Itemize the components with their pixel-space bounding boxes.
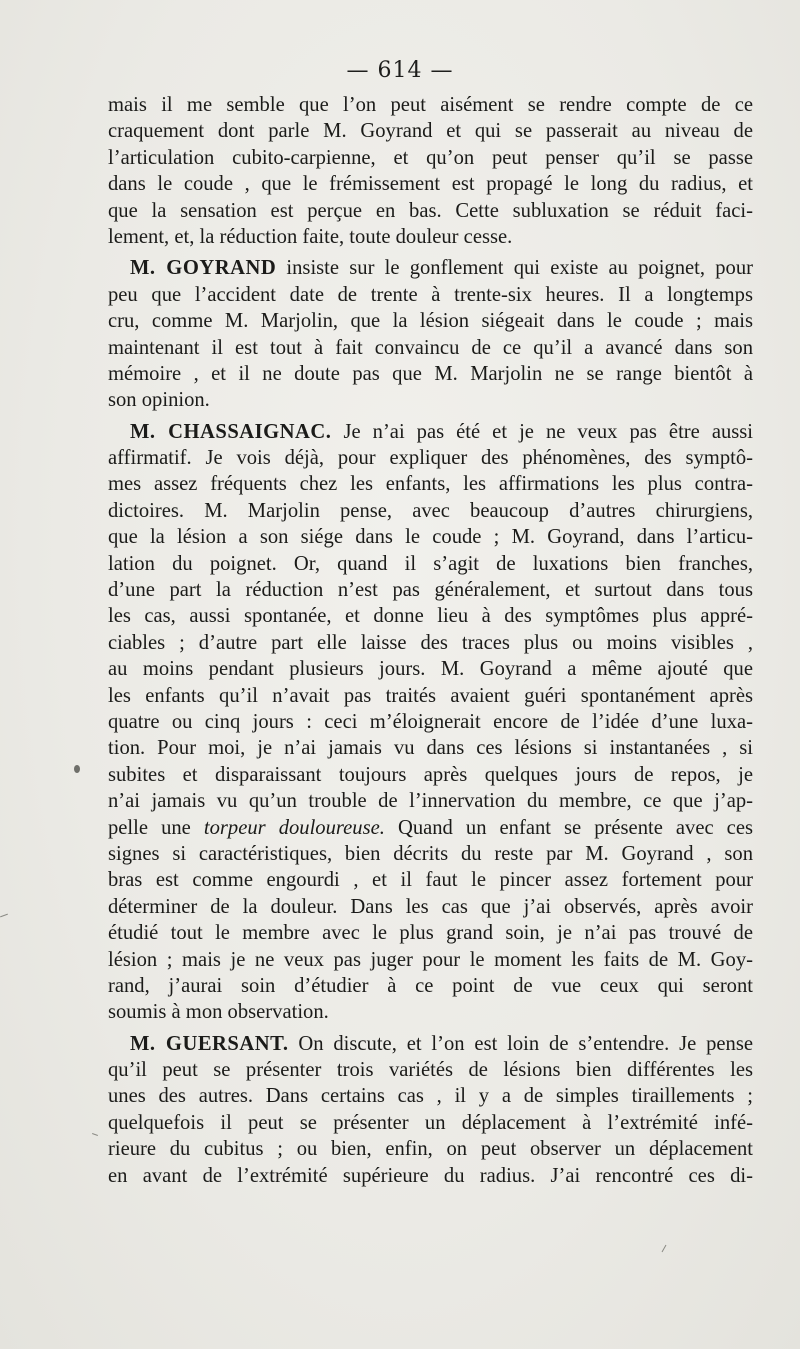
text-line: soumis à mon observation. — [108, 1001, 329, 1024]
text-line: signes si caractéristiques, bien décrits du reste par M. Goyrand , son — [108, 842, 753, 865]
text-line: d’une part la réduction n’est pas généralement, et surtout dans tous — [108, 579, 753, 602]
text-line: lement, et, la réduction faite, toute douleur cesse. — [108, 225, 513, 248]
text-line: unes des autres. Dans certains cas , il y a de simples tiraillements ; — [108, 1085, 753, 1108]
paragraph-goyrand — [108, 255, 753, 413]
paragraph-continuation — [108, 92, 753, 250]
text-line: étudié tout le membre avec le plus grand soin, je n’ai pas trouvé de — [108, 922, 753, 945]
text-line: mes assez fréquents chez les enfants, les affirmations les plus contra- — [108, 473, 753, 496]
text-line: mémoire , et il ne doute pas que M. Marjolin ne se range bientôt à — [108, 362, 753, 385]
text-line: maintenant il est tout à fait convaincu de ce qu’il a avancé dans son — [108, 336, 753, 359]
paragraph-guersant — [108, 1031, 753, 1189]
text-line: mais il me semble que l’on peut aisément se rendre compte de ce — [108, 94, 753, 116]
text-line — [108, 1031, 753, 1057]
text-line: quelquefois il peut se présenter un déplacement à l’extrémité infé- — [108, 1111, 753, 1134]
text-line: bras est comme engourdi , et il faut le pincer assez fortement pour — [108, 869, 753, 892]
text-span: Je n’ai pas été et je ne veux pas être aussi — [331, 420, 754, 443]
speaker-name: M. GOYRAND — [130, 257, 277, 280]
text-line: que la lésion a son siége dans le coude ; M. Goyrand, dans l’articu- — [108, 526, 753, 549]
text-line: les enfants qu’il n’avait pas traités avaient guéri spontanément après — [108, 684, 753, 707]
text-line: rieure du cubitus ; ou bien, enfin, on peut observer un déplacement — [108, 1138, 753, 1161]
text-line: quatre ou cinq jours : ceci m’éloignerait encore de l’idée d’une luxa- — [108, 710, 753, 733]
text-span: Quand un enfant se présente avec ces — [384, 816, 753, 839]
text-line: son opinion. — [108, 389, 210, 412]
text-line: au moins pendant plusieurs jours. M. Goyrand a même ajouté que — [108, 658, 753, 681]
text-line: l’articulation cubito-carpienne, et qu’on peut penser qu’il se passe — [108, 146, 753, 169]
text-line: tion. Pour moi, je n’ai jamais vu dans ces lésions si instantanées , si — [108, 737, 753, 760]
scan-mark — [0, 914, 8, 918]
text-line: n’ai jamais vu qu’un trouble de l’innervation du membre, ce que j’ap- — [108, 790, 753, 813]
paragraph-chassaignac — [108, 419, 753, 1026]
text-line: lésion ; mais je ne veux pas juger pour le moment les faits de M. Goy- — [108, 948, 753, 971]
text-line: rand, j’aurai soin d’étudier à ce point de vue ceux qui seront — [108, 974, 753, 997]
text-line: en avant de l’extrémité supérieure du radius. J’ai rencontré ces di- — [108, 1164, 753, 1187]
text-line: peu que l’accident date de trente à trente-six heures. Il a longtemps — [108, 283, 753, 306]
text-line: qu’il peut se présenter trois variétés de lésions bien différentes les — [108, 1059, 753, 1082]
text-line: ciables ; d’autre part elle laisse des traces plus ou moins visibles , — [108, 631, 753, 654]
text-line: dans le coude , que le frémissement est propagé le long du radius, et — [108, 173, 753, 196]
text-line: subites et disparaissant toujours après quelques jours de repos, je — [108, 763, 753, 786]
scan-mark — [92, 1133, 98, 1136]
text-span: insiste sur le gonflement qui existe au poignet, pour — [276, 257, 753, 280]
page-number: — 614 — — [346, 58, 454, 83]
text-line — [108, 255, 753, 281]
text-line: déterminer de la douleur. Dans les cas que j’ai observés, après avoir — [108, 895, 753, 918]
italic-phrase: torpeur douloureuse. — [203, 816, 385, 839]
text-line — [108, 815, 753, 841]
scan-mark — [662, 1245, 667, 1252]
text-span: On discute, et l’on est loin de s’entendre. Je pense — [288, 1032, 753, 1055]
ink-speck — [74, 765, 80, 773]
text-line — [108, 419, 753, 445]
speaker-name: M. GUERSANT. — [130, 1032, 289, 1055]
body-text — [108, 92, 753, 1189]
text-span: pelle une — [108, 816, 204, 839]
text-line: les cas, aussi spontanée, et donne lieu à des symptômes plus appré- — [108, 605, 753, 628]
text-line: lation du poignet. Or, quand il s’agit de luxations bien franches, — [108, 552, 753, 575]
text-line: craquement dont parle M. Goyrand et qui se passerait au niveau de — [108, 120, 753, 143]
text-line: affirmatif. Je vois déjà, pour expliquer des phénomènes, des symptô- — [108, 447, 753, 470]
text-line: cru, comme M. Marjolin, que la lésion siégeait dans le coude ; mais — [108, 310, 753, 333]
text-line: dictoires. M. Marjolin pense, avec beaucoup d’autres chirurgiens, — [108, 499, 753, 522]
speaker-name: M. CHASSAIGNAC. — [130, 420, 332, 443]
text-line: que la sensation est perçue en bas. Cette subluxation se réduit faci- — [108, 199, 753, 222]
